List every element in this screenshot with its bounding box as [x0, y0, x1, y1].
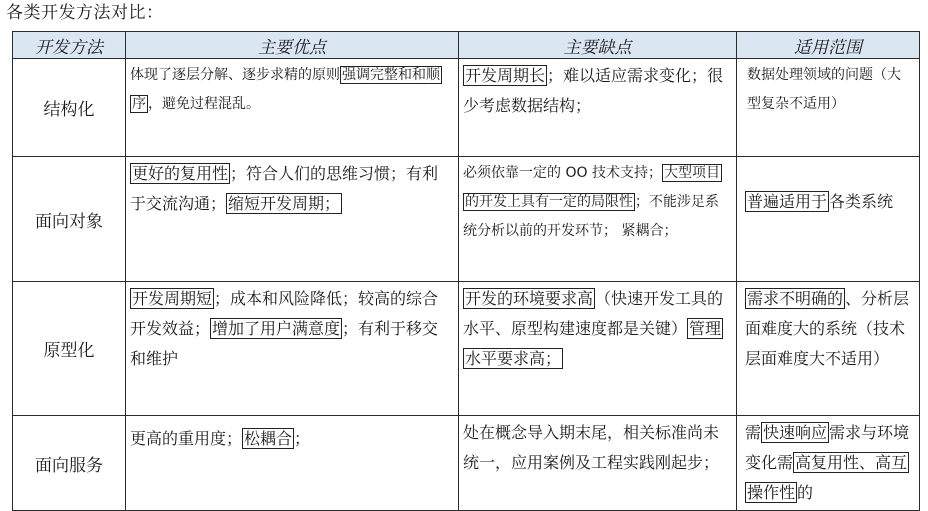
- cons-cell: [459, 282, 737, 416]
- highlight-box: 松耦合: [244, 429, 293, 448]
- cell-text: ；成本和风险降低；较高的综合开发效益；: [130, 289, 439, 338]
- highlight-box: 开发周期长: [465, 66, 546, 85]
- cell-text: 各类系统: [829, 192, 894, 211]
- comparison-table: [12, 31, 920, 511]
- cell-text: 需: [745, 423, 762, 442]
- header-pros: 主要优点: [126, 32, 459, 59]
- cell-text: 必须依靠一定的 OO 技术支持；: [463, 165, 662, 181]
- highlight-box: 缩短开发周期；: [228, 194, 341, 213]
- table-row: [13, 157, 920, 282]
- scope-cell: [737, 59, 920, 157]
- header-row: [13, 32, 920, 59]
- scope-cell: [737, 416, 920, 511]
- highlight-box: 大型项目的开发上具有一定的局限性: [465, 165, 720, 210]
- header-method: 开发方法: [13, 32, 126, 59]
- page-title: 各类开发方法对比：: [6, 3, 164, 23]
- cell-text: 更高的重用度；: [130, 429, 243, 448]
- cell-text: ；: [294, 429, 311, 448]
- header-cons: 主要缺点: [459, 32, 737, 59]
- highlight-box: 快速响应: [763, 423, 828, 442]
- cell-text: 、分析层面难度大的系统（技术层面难度大不适用）: [745, 289, 910, 368]
- cell-text: ；难以适应需求变化；很少考虑数据结构；: [463, 66, 724, 115]
- highlight-box: 更好的复用性: [132, 164, 229, 183]
- method-cell: 面向对象: [13, 157, 126, 282]
- cell-text: ；符合人们的思维习惯；有利于交流沟通；: [130, 164, 439, 213]
- cell-text: 数据处理领域的问题（大型复杂不适用）: [747, 67, 901, 112]
- pros-cell: [126, 282, 459, 416]
- highlight-box: 管理水平要求高；: [465, 319, 722, 368]
- method-cell: 结构化: [13, 59, 126, 157]
- cons-cell: [459, 157, 737, 282]
- method-cell: 面向服务: [13, 416, 126, 511]
- cell-text: ，避免过程混乱。: [148, 96, 260, 112]
- table-row: [13, 59, 920, 157]
- cell-text: 体现了逐层分解、逐步求精的原则: [130, 67, 340, 83]
- scope-cell: [737, 282, 920, 416]
- cell-text: 的: [797, 483, 814, 502]
- highlight-box: 强调完整和和顺序: [132, 67, 440, 112]
- cell-text: 处在概念导入期末尾，相关标准尚未统一，应用案例及工程实践刚起步；: [463, 423, 720, 472]
- pros-cell: [126, 157, 459, 282]
- highlight-box: 需求不明确的: [747, 289, 844, 308]
- header-scope: 适用范围: [737, 32, 920, 59]
- table-row: [13, 416, 920, 511]
- highlight-box: 开发的环境要求高: [465, 289, 594, 308]
- cons-cell: [459, 416, 737, 511]
- cons-cell: [459, 59, 737, 157]
- pros-cell: [126, 59, 459, 157]
- method-cell: 原型化: [13, 282, 126, 416]
- scope-cell: [737, 157, 920, 282]
- cell-text: ；不能涉足系统分析以前的开发环节； 紧耦合；: [463, 194, 719, 239]
- pros-cell: [126, 416, 459, 511]
- highlight-box: 普遍适用于: [747, 192, 828, 211]
- cell-text: 需求与环境变化需: [745, 423, 910, 472]
- cell-text: （快速开发工具的 水平、原型构建速度都是关键）: [463, 289, 724, 338]
- highlight-box: 开发周期短: [132, 289, 213, 308]
- highlight-box: 增加了用户满意度: [212, 319, 341, 338]
- highlight-box: 高复用性、高互操作性: [747, 453, 908, 502]
- cell-text: ；有利于移交和维护: [130, 319, 439, 368]
- table-row: [13, 282, 920, 416]
